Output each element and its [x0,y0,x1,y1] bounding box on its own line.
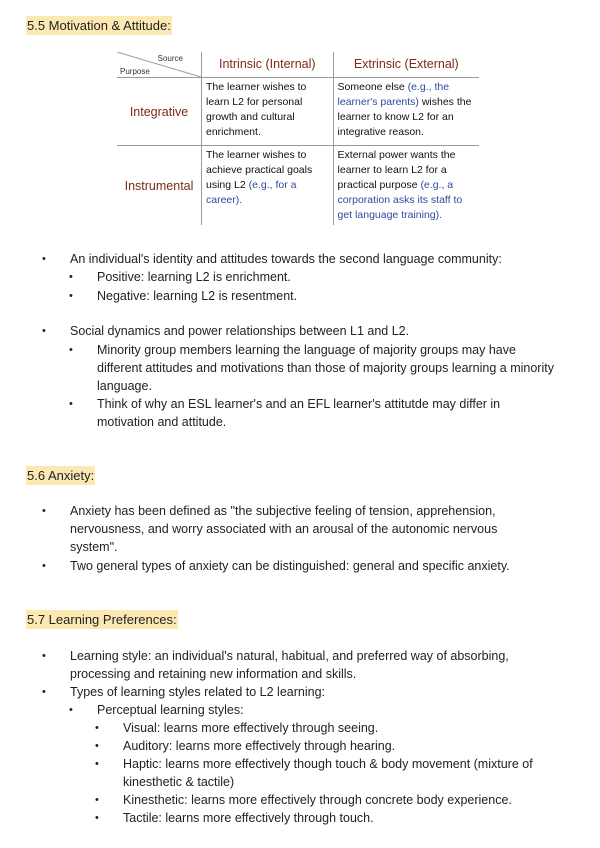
heading-anxiety: 5.6 Anxiety: [27,468,95,483]
list-item: • Minority group members learning the language of majority groups may have different attitudes and motivations than those of majority groups learning a minority language. [69,343,554,393]
corner-purpose-label: Purpose [120,67,150,76]
col-header-intrinsic: Intrinsic (Internal) [202,52,334,78]
row-header-instrumental: Instrumental [117,146,202,226]
cell-integrative-extrinsic: Someone else (e.g., the learner's parents) wishes the learner to know L2 for an integrative reason. [333,78,479,146]
list-item: • Think of why an ESL learner's and an EFL learner's attitutde may differ in motivation and attitude. [69,397,501,429]
table-corner-cell [117,52,202,78]
list-item: • Anxiety has been defined as "the subjective feeling of tension, apprehension, nervousness, and worry associated with an arousal of the autonomic nervous system". [42,504,498,554]
list-item: • Positive: learning L2 is enrichment. [69,270,291,284]
list-item: • Perceptual learning styles: [69,703,244,717]
list-item: • Visual: learns more effectively through seeing. [95,721,379,735]
corner-source-label: Source [157,54,183,63]
cell-instrumental-intrinsic: The learner wishes to achieve practical goals using L2 (e.g., for a career). [202,146,334,226]
motivation-table [117,52,479,223]
list-item: • Social dynamics and power relationships between L1 and L2. [42,324,410,338]
list-item: • Negative: learning L2 is resentment. [69,289,298,303]
heading-motivation-attitude: 5.5 Motivation & Attitude: [27,18,171,33]
list-item: • Learning style: an individual's natural, habitual, and preferred way of absorbing, processing and retaining new information and skills. [42,649,509,681]
list-item: • Kinesthetic: learns more effectively through concrete body experience. [95,793,512,807]
row-header-integrative: Integrative [117,78,202,146]
list-item: • Types of learning styles related to L2 learning: [42,685,326,699]
list-item: • Auditory: learns more effectively through hearing. [95,739,396,753]
cell-integrative-intrinsic: The learner wishes to learn L2 for personal growth and cultural enrichment. [202,78,334,146]
list-item: • Haptic: learns more effectively though touch & body movement (mixture of kinesthetic & tactile) [95,757,533,789]
cell-instrumental-extrinsic: External power wants the learner to learn L2 for a practical purpose (e.g., a corporation asks its staff to get language training). [333,146,479,226]
heading-learning-preferences: 5.7 Learning Preferences: [27,612,177,627]
col-header-extrinsic: Extrinsic (External) [333,52,479,78]
list-item: • Tactile: learns more effectively through touch. [95,811,374,825]
list-item: • An individual's identity and attitudes towards the second language community: [42,252,502,266]
list-item: • Two general types of anxiety can be distinguished: general and specific anxiety. [42,559,510,573]
